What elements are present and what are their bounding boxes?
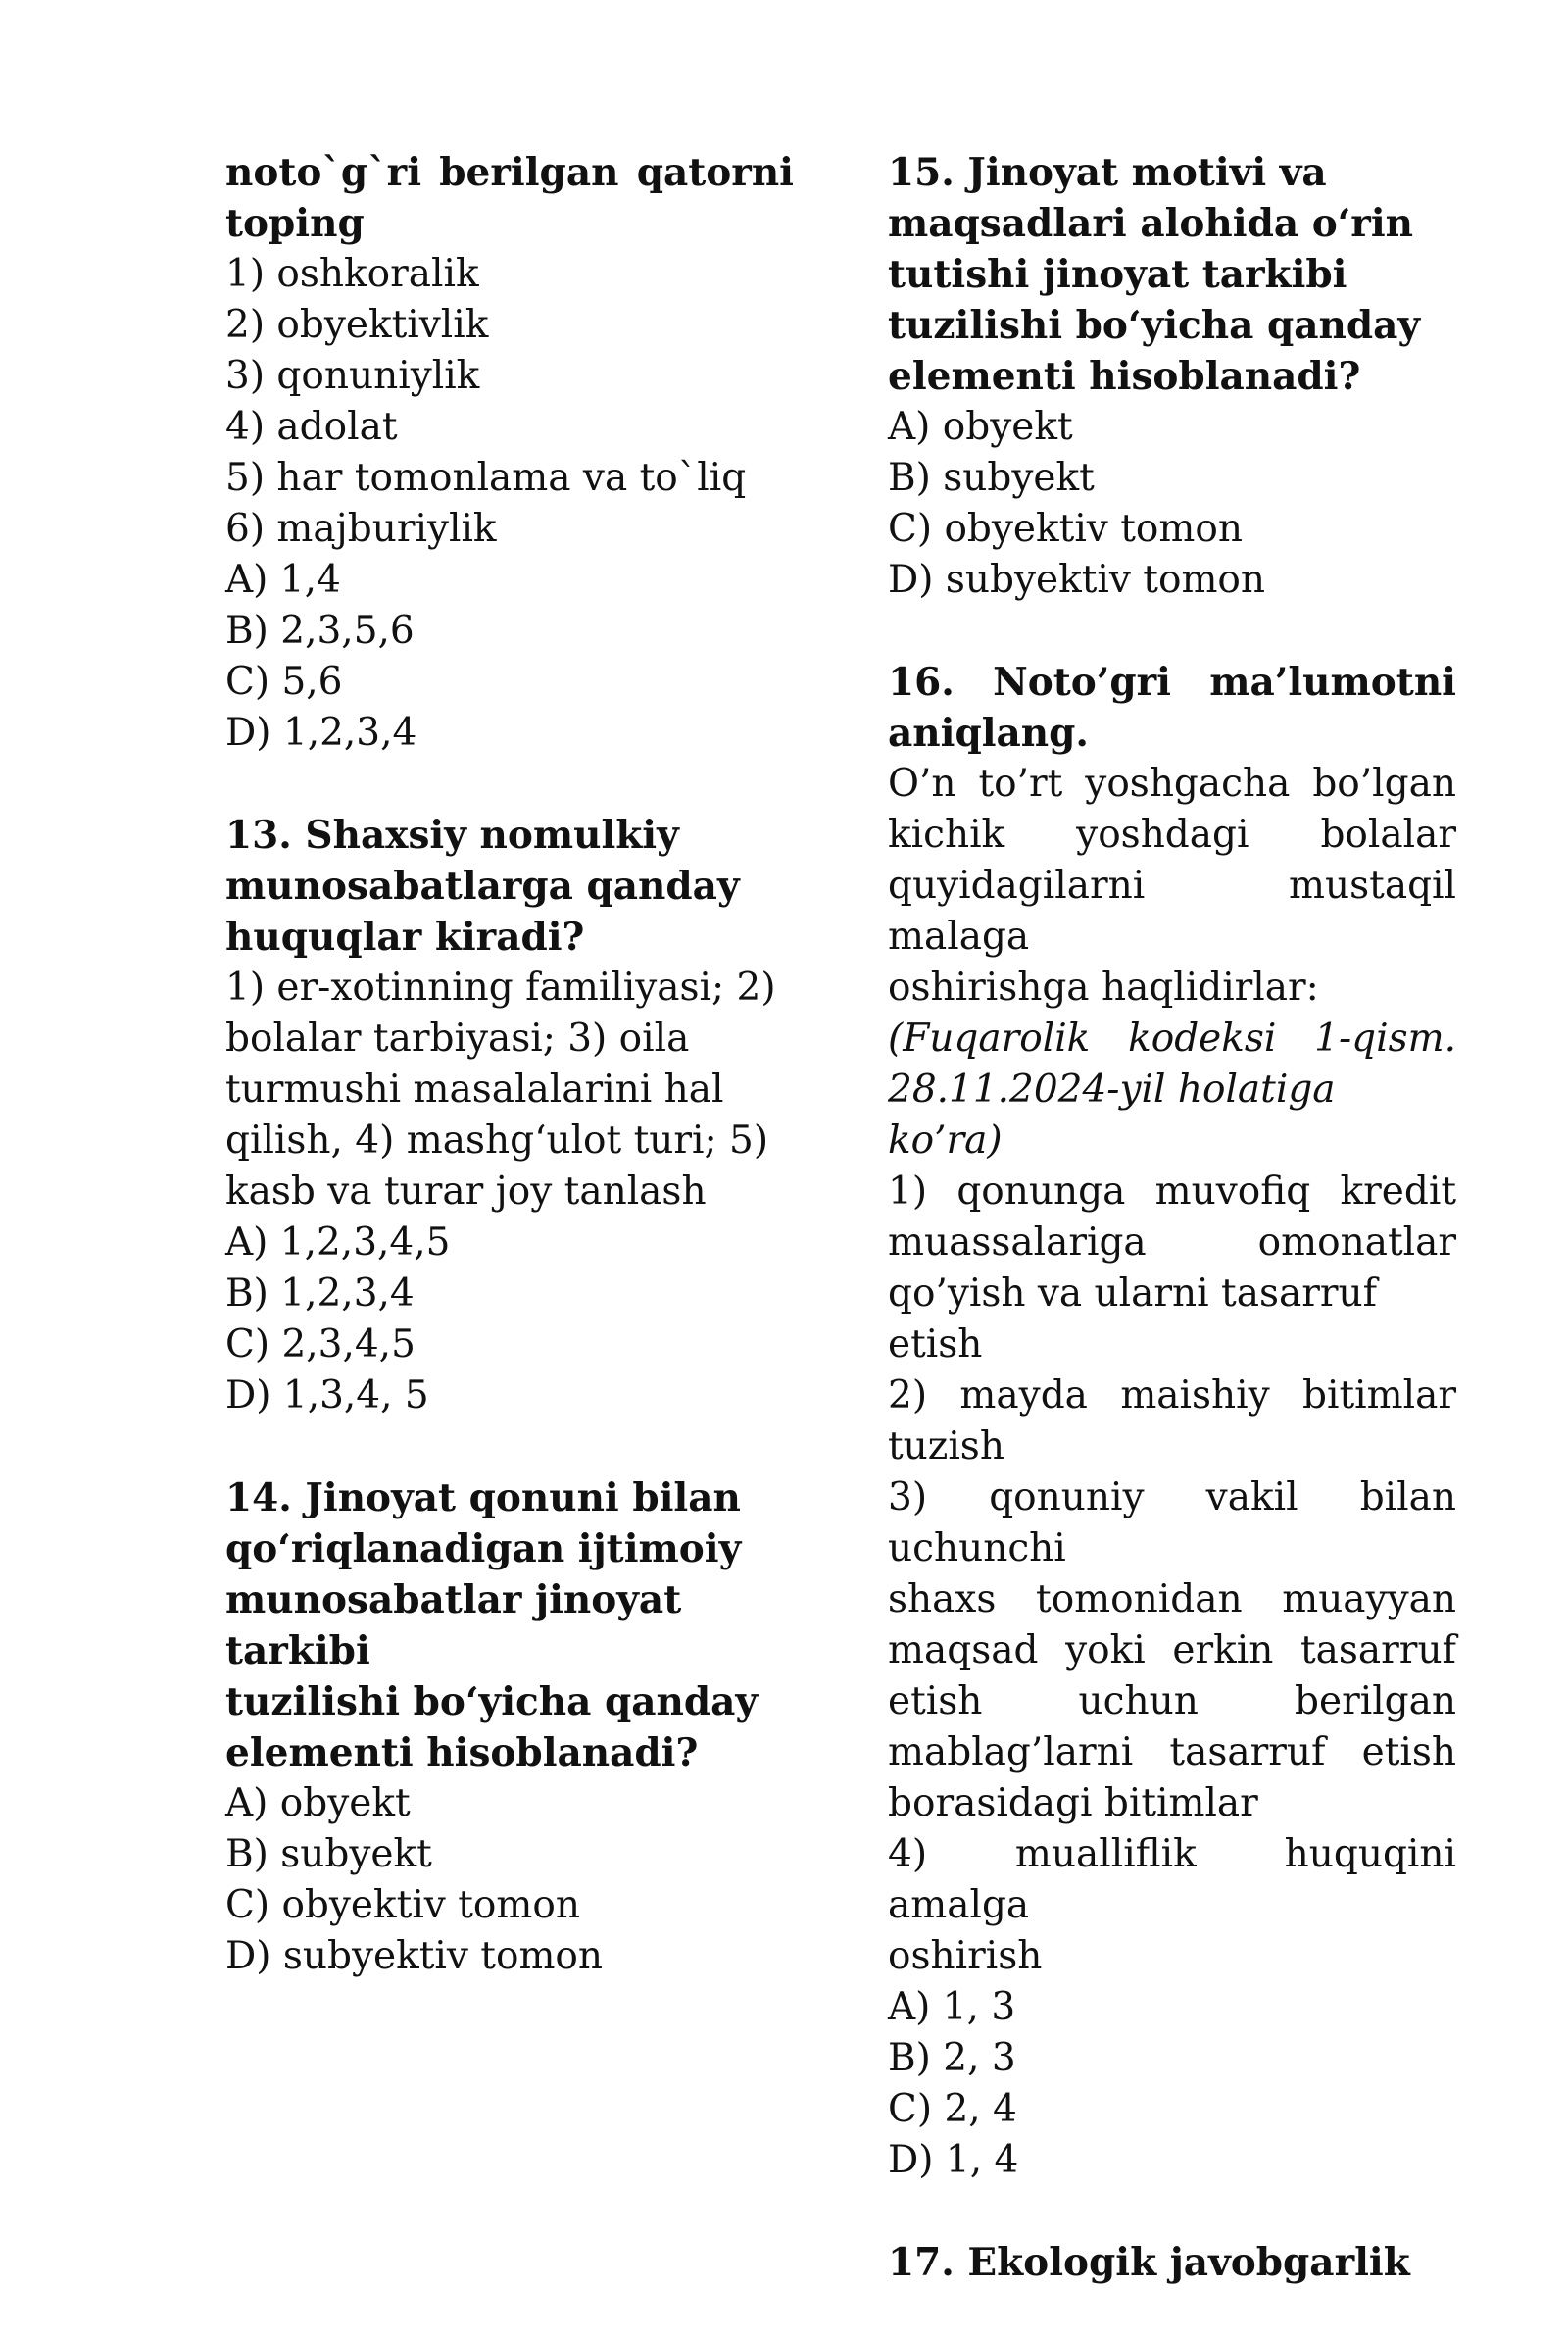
question-16-intro-line: oshirishga haqlidirlar: bbox=[888, 966, 1319, 1010]
answer-option: B) subyekt bbox=[225, 1832, 432, 1876]
list-item: 3) qonuniylik bbox=[225, 354, 480, 398]
answer-option: A) obyekt bbox=[225, 1781, 411, 1825]
question-15-title-line: tuzilishi bo‘yicha qanday bbox=[888, 303, 1421, 348]
question-14-title-line: tuzilishi bo‘yicha qanday bbox=[225, 1679, 759, 1724]
question-16-intro-line: quyidagilarni mustaqil malaga bbox=[888, 864, 1456, 959]
question-16-title-line: aniqlang. bbox=[888, 711, 1089, 756]
list-item: 1) qonunga muvofiq kredit bbox=[888, 1170, 1456, 1214]
answer-option: A) 1, 3 bbox=[888, 1985, 1016, 2029]
question-16-intro-line: kichik yoshdagi bolalar bbox=[888, 813, 1456, 857]
question-14-title-line: qo‘riqlanadigan ijtimoiy bbox=[225, 1526, 742, 1571]
answer-option: D) subyektiv tomon bbox=[888, 558, 1266, 602]
question-13-title-line: 13. Shaxsiy nomulkiy bbox=[225, 813, 679, 858]
list-item: 3) qonuniy vakil bilan uchunchi bbox=[888, 1475, 1456, 1570]
list-item: 1) oshkoralik bbox=[225, 252, 479, 296]
answer-option: A) obyekt bbox=[888, 405, 1073, 449]
question-13-title-line: huquqlar kiradi? bbox=[225, 915, 585, 960]
list-item: qo’yish va ularni tasarruf etish bbox=[888, 1271, 1378, 1367]
list-item: maqsad yoki erkin tasarruf bbox=[888, 1628, 1456, 1672]
question-15-title-line: elementi hisoblanadi? bbox=[888, 354, 1361, 399]
answer-option: D) subyektiv tomon bbox=[225, 1934, 604, 1978]
list-item: 2) obyektivlik bbox=[225, 303, 489, 347]
list-item: 2) mayda maishiy bitimlar bbox=[888, 1373, 1456, 1418]
question-13-body-line: bolalar tarbiyasi; 3) oila bbox=[225, 1017, 690, 1061]
question-16-intro-line: O’n to’rt yoshgacha bo’lgan bbox=[888, 762, 1456, 806]
answer-option: A) 1,2,3,4,5 bbox=[225, 1220, 451, 1265]
question-17 bbox=[888, 2237, 1456, 2288]
question-14 bbox=[225, 1472, 794, 1982]
question-14-title-line: elementi hisoblanadi? bbox=[225, 1730, 699, 1775]
question-12-title-line: noto`g`ri berilgan qatorni bbox=[225, 150, 794, 195]
question-13-title-line: munosabatlarga qanday bbox=[225, 864, 740, 909]
question-16-title-line: 16. Noto’gri ma’lumotni bbox=[888, 660, 1456, 705]
question-13-body-line: 1) er-xotinning familiyasi; 2) bbox=[225, 966, 776, 1010]
list-item: 5) har tomonlama va to`liq bbox=[225, 456, 747, 500]
list-item: shaxs tomonidan muayyan bbox=[888, 1577, 1456, 1621]
answer-option: C) obyektiv tomon bbox=[888, 507, 1243, 551]
question-15-title-line: maqsadlari alohida o‘rin bbox=[888, 201, 1414, 246]
question-14-title-line: munosabatlar jinoyat tarkibi bbox=[225, 1577, 682, 1673]
question-13-body-line: turmushi masalalarini hal bbox=[225, 1068, 724, 1112]
answer-option: D) 1,2,3,4 bbox=[225, 711, 417, 755]
list-item: 4) mualliflik huquqini amalga bbox=[888, 1832, 1456, 1927]
question-13-body-line: qilish, 4) mashg‘ulot turi; 5) bbox=[225, 1119, 769, 1163]
list-item: oshirish bbox=[888, 1934, 1043, 1978]
list-item: 6) majburiylik bbox=[225, 507, 497, 551]
list-item: etish uchun berilgan bbox=[888, 1679, 1456, 1723]
answer-option: A) 1,4 bbox=[225, 558, 341, 602]
list-item: tuzish bbox=[888, 1424, 1004, 1468]
question-13-body-line: kasb va turar joy tanlash bbox=[225, 1170, 707, 1214]
answer-option: B) 2, 3 bbox=[888, 2036, 1016, 2080]
question-15-title-line: tutishi jinoyat tarkibi bbox=[888, 252, 1348, 297]
answer-option: C) 5,6 bbox=[225, 660, 343, 704]
question-15 bbox=[888, 147, 1456, 606]
answer-option: B) 1,2,3,4 bbox=[225, 1271, 415, 1316]
list-item: borasidagi bitimlar bbox=[888, 1781, 1258, 1825]
question-13 bbox=[225, 810, 794, 1421]
right-column bbox=[888, 147, 1456, 2339]
list-item: muassalariga omonatlar bbox=[888, 1220, 1456, 1265]
answer-option: C) 2, 4 bbox=[888, 2087, 1017, 2131]
answer-option: D) 1, 4 bbox=[888, 2138, 1019, 2182]
question-15-title-line: 15. Jinoyat motivi va bbox=[888, 150, 1327, 195]
answer-option: C) 2,3,4,5 bbox=[225, 1322, 416, 1367]
answer-option: C) obyektiv tomon bbox=[225, 1883, 580, 1927]
question-12-title-line: toping bbox=[225, 201, 365, 246]
question-17-title-line: 17. Ekologik javobgarlik bbox=[888, 2240, 1410, 2285]
answer-option: D) 1,3,4, 5 bbox=[225, 1373, 429, 1418]
question-14-title-line: 14. Jinoyat qonuni bilan bbox=[225, 1475, 741, 1520]
source-citation: 28.11.2024-yil holatiga ko’ra) bbox=[888, 1068, 1336, 1163]
list-item: mablag’larni tasarruf etish bbox=[888, 1730, 1456, 1774]
left-column bbox=[225, 147, 794, 2033]
question-16 bbox=[888, 657, 1456, 2186]
source-citation: (Fuqarolik kodeksi 1-qism. bbox=[888, 1017, 1456, 1061]
list-item: 4) adolat bbox=[225, 405, 398, 449]
question-12 bbox=[225, 147, 794, 759]
answer-option: B) subyekt bbox=[888, 456, 1095, 500]
answer-option: B) 2,3,5,6 bbox=[225, 609, 415, 653]
